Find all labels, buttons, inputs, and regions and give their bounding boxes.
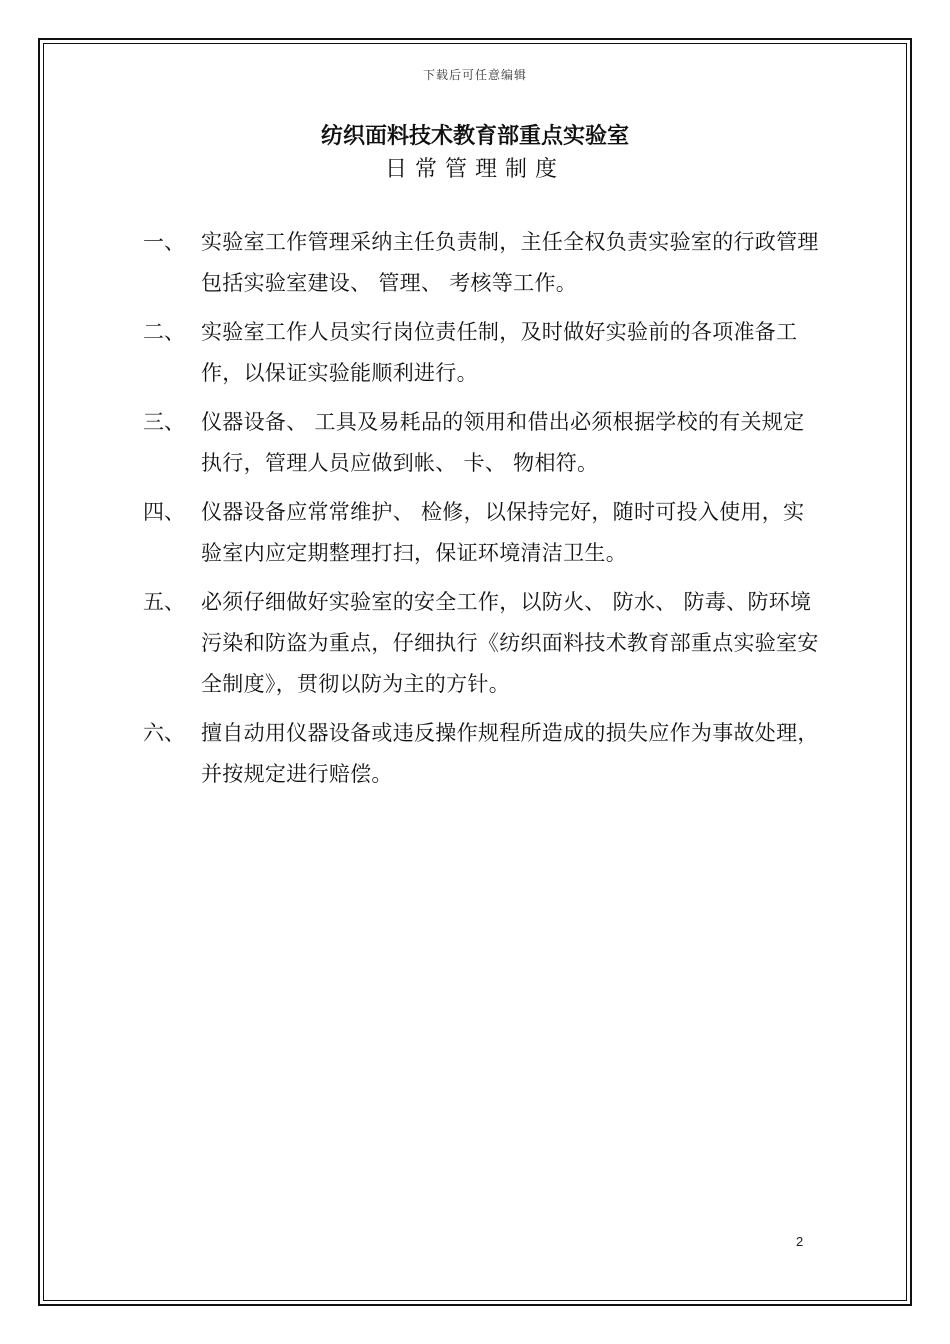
rule-marker: 二、: [143, 320, 185, 344]
rule-text: 擅自动用仪器设备或违反操作规程所造成的损失应作为事故处理，并按规定进行赔偿。: [201, 721, 819, 786]
rule-item-4: [143, 492, 823, 574]
document-subtitle: 日常管理制度: [384, 157, 565, 182]
rule-text: 仪器设备、 工具及易耗品的领用和借出必须根据学校的有关规定执行，管理人员应做到帐、 卡、 物相符。: [201, 410, 805, 475]
rule-item-6: [143, 713, 823, 795]
header-note: 下载后可任意编辑: [422, 68, 527, 82]
rule-item-1: [143, 222, 823, 304]
rule-text: 仪器设备应常常维护、 检修，以保持完好，随时可投入使用，实验室内应定期整理打扫，保证环境清洁卫生。: [201, 500, 805, 565]
rule-marker: 六、: [143, 721, 185, 745]
rule-item-2: [143, 312, 823, 394]
rule-text: 实验室工作人员实行岗位责任制，及时做好实验前的各项准备工作，以保证实验能顺利进行。: [201, 320, 798, 385]
rule-text: 必须仔细做好实验室的安全工作，以防火、 防水、 防毒、防环境污染和防盗为重点，仔细执行《纺织面料技术教育部重点实验室安全制度》，贯彻以防为主的方针。: [201, 590, 819, 696]
rule-marker: 一、: [143, 230, 185, 254]
rule-marker: 五、: [143, 590, 185, 614]
rule-item-3: [143, 402, 823, 484]
page-number: 2: [796, 1234, 804, 1249]
rule-text: 实验室工作管理采纳主任负责制，主任全权负责实验室的行政管理包括实验室建设、 管理、 考核等工作。: [201, 230, 819, 295]
rule-marker: 四、: [143, 500, 185, 524]
rules-list: [143, 222, 823, 803]
rule-item-5: [143, 582, 823, 705]
rule-marker: 三、: [143, 410, 185, 434]
document-title: 纺织面料技术教育部重点实验室: [320, 124, 629, 149]
